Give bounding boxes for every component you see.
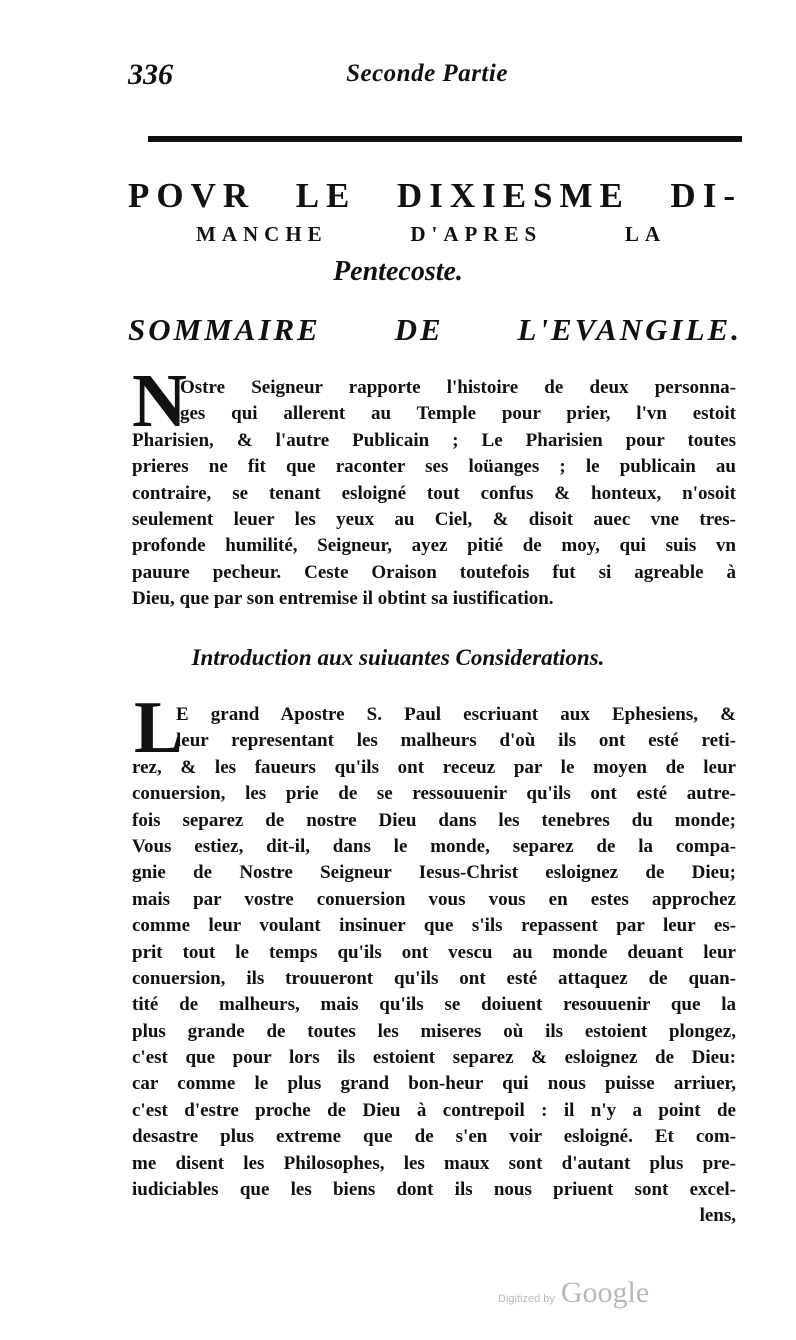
summary-heading: SOMMAIRE DE L'EVANGILE. — [128, 312, 742, 347]
text-line: tité de malheurs, mais qu'ils se doiuent resouuenir que la — [132, 994, 736, 1016]
text-line: seulement leuer les yeux au Ciel, & disoit auec vne tres- — [132, 508, 736, 530]
google-logo: Google — [560, 1276, 650, 1309]
running-title: Seconde Partie — [346, 60, 508, 87]
summary-drop-cap: N — [132, 359, 187, 443]
text-line: Pharisien, & l'autre Publicain ; Le Pharisien pour toutes — [132, 429, 736, 451]
running-head — [128, 58, 726, 92]
text-line: ges qui allerent au Temple pour prier, l'vn estoit — [180, 403, 736, 425]
text-line: prit tout le temps qu'ils ont vescu au monde deuant leur — [132, 941, 736, 963]
watermark-prefix: Digitized by — [498, 1293, 555, 1305]
text-line: Ostre Seigneur rapporte l'histoire de deux personna- — [180, 377, 736, 398]
text-line: conuersion, ils trouueront qu'ils ont esté attaquez de quan- — [132, 967, 736, 989]
chapter-heading-line-1: POVR LE DIXIESME DI- — [128, 176, 742, 215]
text-line: profonde humilité, Seigneur, ayez pitié de moy, qui suis vn — [132, 535, 736, 557]
text-line: c'est d'estre proche de Dieu à contrepoil : il n'y a point de — [132, 1099, 736, 1121]
text-line: me disent les Philosophes, les maux sont d'autant plus pre- — [132, 1152, 736, 1174]
text-line: leur representant les malheurs d'où ils ont esté reti- — [176, 730, 736, 752]
summary-paragraph — [132, 375, 736, 613]
text-line: car comme le plus grand bon-heur qui nous puisse arriuer, — [132, 1073, 736, 1095]
chapter-heading-line-3: Pentecoste. — [333, 256, 463, 287]
text-line: iudiciables que les biens dont ils nous priuent sont excel- — [132, 1179, 736, 1201]
page-number: 336 — [128, 58, 173, 91]
text-line: gnie de Nostre Seigneur Iesus-Christ esloignez de Dieu; — [132, 862, 736, 884]
digitized-by-google-watermark — [498, 1276, 649, 1310]
text-line: rez, & les faueurs qu'ils ont receuz par le moyen de leur — [132, 756, 736, 778]
text-line: Dieu, que par son entremise il obtint sa iustification. — [132, 588, 554, 610]
text-line: pauure pecheur. Ceste Oraison toutefois fut si agreable à — [132, 561, 736, 583]
text-line: prieres ne fit que raconter ses loüanges ; le publicain au — [132, 456, 736, 478]
introduction-paragraph — [132, 702, 736, 1230]
chapter-heading-line-2: MANCHE D'APRES LA — [196, 222, 666, 246]
text-line: plus grande de toutes les miseres où ils estoient plongez, — [132, 1020, 736, 1042]
text-line: desastre plus extreme que de s'en voir esloigné. Et com- — [132, 1126, 736, 1148]
introduction-heading: Introduction aux suiuantes Considerations. — [191, 645, 605, 670]
text-line: mais par vostre conuersion vous vous en estes approchez — [132, 888, 736, 910]
ornamental-rule — [148, 136, 742, 142]
introduction-drop-cap: L — [134, 687, 184, 769]
text-line: Vous estiez, dit-il, dans le monde, separez de la compa- — [132, 835, 736, 857]
text-line: conuersion, les prie de se ressouuenir qu'ils ont esté autre- — [132, 783, 736, 805]
text-line: fois separez de nostre Dieu dans les tenebres du monde; — [132, 809, 736, 831]
text-line: contraire, se tenant esloigné tout confus & honteux, n'osoit — [132, 482, 736, 504]
text-line: comme leur voulant insinuer que s'ils repassent par leur es- — [132, 915, 736, 937]
catchword-line: lens, — [699, 1205, 736, 1227]
text-line: E grand Apostre S. Paul escriuant aux Ephesiens, & — [176, 704, 736, 725]
text-line: c'est que pour lors ils estoient separez & esloignez de Dieu: — [132, 1047, 736, 1069]
